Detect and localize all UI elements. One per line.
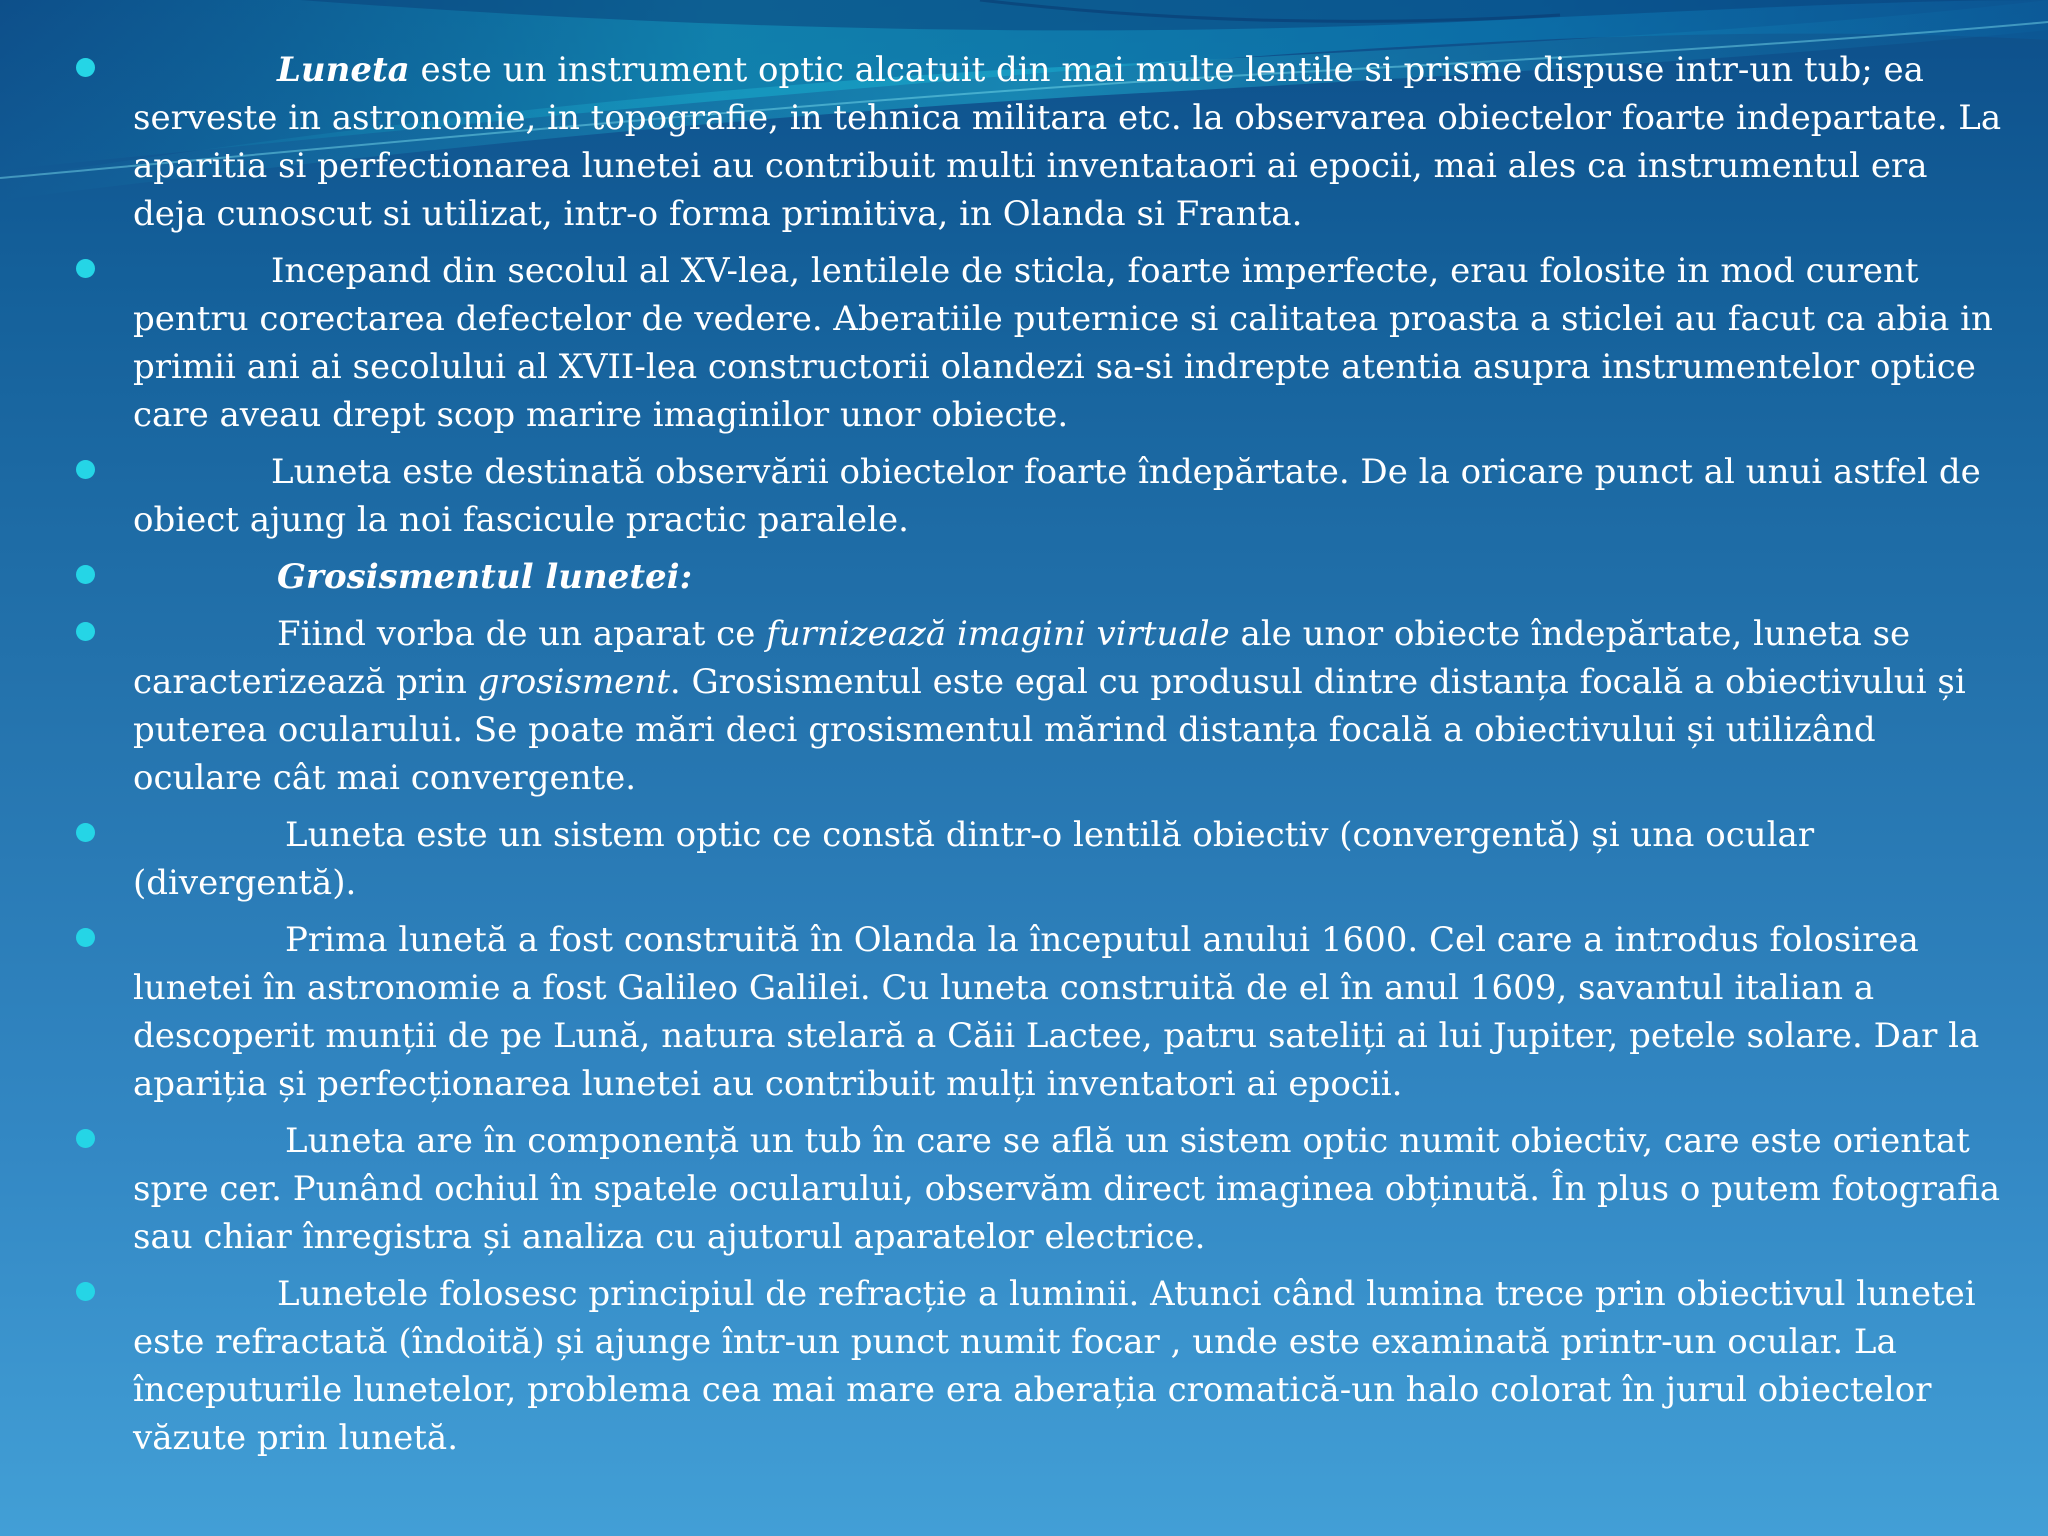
item-text: Luneta este destinată observării obiectelor foarte îndepărtate. De la oricare punct al unui astfel de obiect ajung la noi fascicule practic paralele. — [133, 452, 1981, 540]
item-emphasis: furnizează imagini virtuale — [766, 614, 1230, 654]
bullet-icon — [76, 259, 95, 278]
bullet-icon — [76, 1129, 95, 1148]
list-item — [0, 811, 2048, 907]
list-item — [0, 1117, 2048, 1261]
list-item — [0, 916, 2048, 1108]
bullet-icon — [76, 622, 95, 641]
item-text: ale unor obiecte îndepărtate, luneta se caracterizează prin — [133, 614, 1911, 702]
bullet-icon — [76, 1282, 95, 1301]
item-emphasis: grosisment — [477, 662, 670, 702]
bullet-icon — [76, 460, 95, 479]
bullet-icon — [76, 565, 95, 584]
list-item — [0, 247, 2048, 439]
bullet-icon — [76, 823, 95, 842]
list-item — [0, 610, 2048, 802]
list-item — [0, 448, 2048, 544]
item-text: . Grosismentul este egal cu produsul dintre distanța focală a obiectivului și puterea ocularului. Se poate mări deci grosismentul mărind distanța focală a obiectivului și utilizând oculare cât mai convergente. — [133, 662, 1966, 798]
list-item — [0, 553, 2048, 601]
item-text: Luneta este un sistem optic ce constă dintr-o lentilă obiectiv (convergentă) și una ocular (divergentă). — [133, 815, 1815, 903]
item-lead: Luneta — [277, 50, 410, 90]
item-text: Luneta are în componență un tub în care se află un sistem optic numit obiectiv, care este orientat spre cer. Punând ochiul în spatele ocularului, observăm direct imaginea obținută. În plus o putem fotografia sau chiar înregistra și analiza cu ajutorul aparatelor electrice. — [133, 1121, 2001, 1257]
bullet-list — [0, 46, 2048, 1471]
bullet-icon — [76, 58, 95, 77]
item-text: Lunetele folosesc principiul de refracție a luminii. Atunci când lumina trece prin obiectivul lunetei este refractată (îndoită) și ajunge într-un punct numit focar , unde este examinată printr-un ocular. La începuturile lunetelor, problema cea mai mare era aberația cromatică-un halo colorat în jurul obiectelor văzute prin lunetă. — [133, 1274, 1976, 1458]
item-text: Incepand din secolul al XV-lea, lentilele de sticla, foarte imperfecte, erau folosite in mod curent pentru corectarea defectelor de vedere. Aberatiile puternice si calitatea proasta a sticlei au facut ca abia in primii ani ai secolului al XVII-lea constructorii olandezi sa-si indrepte atentia asupra instrumentelor optice care aveau drept scop marire imaginilor unor obiecte. — [133, 251, 1993, 435]
item-text: este un instrument optic alcatuit din mai multe lentile si prisme dispuse intr-un tub; ea serveste in astronomie, in topografie, in tehnica militara etc. la observarea obiectelor foarte indepartate. La aparitia si perfectionarea lunetei au contribuit multi inventataori ai epocii, mai ales ca instrumentul era deja cunoscut si utilizat, intr-o forma primitiva, in Olanda si Franta. — [133, 50, 2002, 234]
item-text: Fiind vorba de un aparat ce — [277, 614, 767, 654]
item-text: Prima lunetă a fost construită în Olanda la începutul anului 1600. Cel care a introdus folosirea lunetei în astronomie a fost Galileo Galilei. Cu luneta construită de el în anul 1609, savantul italian a descoperit munții de pe Lună, natura stelară a Căii Lactee, patru sateliți ai lui Jupiter, petele solare. Dar la apariția și perfecționarea lunetei au contribuit mulți inventatori ai epocii. — [133, 920, 1980, 1104]
list-item — [0, 1270, 2048, 1462]
list-item — [0, 46, 2048, 238]
bullet-icon — [76, 928, 95, 947]
section-heading: Grosismentul lunetei: — [277, 557, 693, 597]
